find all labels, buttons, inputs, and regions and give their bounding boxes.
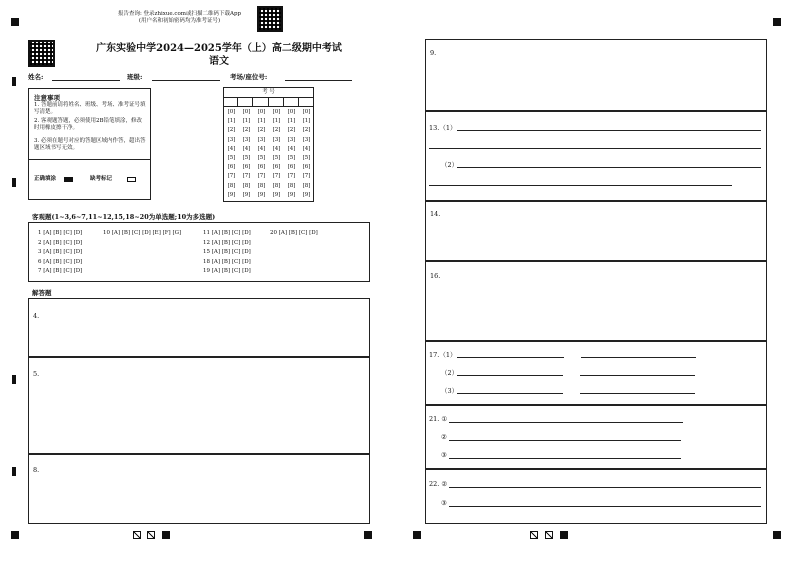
exam-id-bubble[interactable]: [8] — [302, 182, 311, 189]
question-label: （2） — [441, 161, 459, 169]
answer-area-q9[interactable] — [425, 39, 767, 111]
corner-mark — [413, 531, 421, 539]
answer-line[interactable] — [429, 185, 732, 186]
answer-area-q22[interactable] — [425, 469, 767, 524]
mc-question-row[interactable]: 11 [A] [B] [C] [D] — [203, 230, 251, 236]
answer-area-q8[interactable] — [28, 454, 370, 524]
question-label: （2） — [441, 369, 459, 377]
exam-id-bubble[interactable]: [2] — [227, 127, 236, 134]
exam-id-bubble[interactable]: [4] — [242, 145, 251, 152]
exam-id-bubble[interactable]: [4] — [227, 145, 236, 152]
correct-fill-label: 正确填涂 — [34, 176, 57, 182]
exam-id-bubble[interactable]: [8] — [257, 182, 266, 189]
name-label: 姓名: — [28, 73, 44, 81]
corner-mark — [162, 531, 170, 539]
exam-id-bubble[interactable]: [6] — [242, 164, 251, 171]
exam-id-bubble[interactable]: [9] — [227, 191, 236, 198]
answer-area-q14[interactable] — [425, 201, 767, 261]
exam-id-bubble[interactable]: [4] — [287, 145, 296, 152]
answer-area-q4[interactable] — [28, 298, 370, 357]
qr-code-icon — [257, 6, 283, 32]
exam-id-bubble[interactable]: [5] — [227, 155, 236, 162]
exam-id-bubble[interactable]: [8] — [227, 182, 236, 189]
page-marker — [530, 531, 538, 539]
answer-line[interactable] — [580, 375, 695, 376]
exam-id-bubble[interactable]: [5] — [272, 155, 281, 162]
exam-id-bubble[interactable]: [9] — [302, 191, 311, 198]
exam-id-bubbles[interactable] — [224, 108, 314, 200]
exam-id-bubble[interactable]: [0] — [302, 109, 311, 115]
answer-line[interactable] — [457, 167, 761, 168]
exam-id-bubble[interactable]: [7] — [272, 173, 281, 180]
timing-mark — [12, 178, 16, 187]
exam-id-bubble[interactable]: [3] — [227, 136, 236, 143]
page-title: 广东实验中学2024—2025学年（上）高二级期中考试 — [96, 43, 342, 54]
exam-id-input-row[interactable] — [223, 97, 314, 107]
mc-column[interactable] — [203, 230, 251, 278]
exam-id-bubble[interactable]: [2] — [302, 127, 311, 134]
exam-id-bubble[interactable]: [5] — [302, 155, 311, 162]
mc-column[interactable] — [103, 230, 181, 240]
exam-id-bubble[interactable]: [0] — [257, 109, 266, 115]
notice-item: 2. 客观题答题，必须使用2B铅笔填涂，修改时用橡皮擦干净。 — [34, 118, 143, 131]
answer-line[interactable] — [457, 130, 761, 131]
mc-question-row[interactable]: 1 [A] [B] [C] [D] — [38, 230, 83, 236]
class-label: 班级: — [127, 73, 143, 81]
exam-id-bubble[interactable]: [3] — [242, 136, 251, 143]
exam-id-bubble[interactable]: [7] — [302, 173, 311, 180]
answer-line[interactable] — [580, 393, 695, 394]
exam-id-bubble[interactable]: [4] — [257, 145, 266, 152]
answer-line[interactable] — [449, 422, 683, 423]
exam-id-bubble[interactable]: [6] — [272, 164, 281, 171]
exam-id-bubble[interactable]: [8] — [287, 182, 296, 189]
objective-heading: 客观题(1~3,6~7,11~12,15,18~20为单选题;10为多选题) — [32, 213, 216, 221]
mc-question-row[interactable]: 3 [A] [B] [C] [D] — [38, 249, 83, 255]
mc-question-row[interactable]: 15 [A] [B] [C] [D] — [203, 249, 251, 255]
corner-mark — [773, 531, 781, 539]
page-marker — [147, 531, 155, 539]
exam-id-bubble[interactable]: [2] — [257, 127, 266, 134]
seat-field[interactable] — [285, 80, 352, 81]
exam-id-bubble[interactable]: [9] — [287, 191, 296, 198]
name-field[interactable] — [52, 80, 120, 81]
exam-id-bubble[interactable]: [1] — [287, 118, 296, 125]
corner-mark — [11, 18, 19, 26]
exam-id-bubble[interactable]: [7] — [242, 173, 251, 180]
exam-id-bubble[interactable]: [6] — [227, 164, 236, 171]
question-label: 8. — [33, 466, 40, 474]
seat-label: 考场/座位号: — [230, 73, 268, 81]
exam-id-bubble[interactable]: [0] — [242, 109, 251, 115]
question-label: 5. — [33, 370, 40, 378]
exam-id-bubble[interactable]: [1] — [227, 118, 236, 125]
absent-label: 缺考标记 — [90, 176, 113, 182]
exam-id-bubble[interactable]: [3] — [302, 136, 311, 143]
answer-line[interactable] — [449, 506, 761, 507]
exam-id-bubble[interactable]: [7] — [287, 173, 296, 180]
question-label: 9. — [430, 49, 437, 57]
question-label: 22. ② — [429, 480, 448, 488]
notice-item: 3. 必须在题号对应的答题区域内作答，超出答题区域书写无效。 — [34, 138, 146, 151]
mc-question-row[interactable]: 18 [A] [B] [C] [D] — [203, 258, 251, 265]
question-label: ② — [441, 433, 447, 441]
exam-id-bubble[interactable]: [7] — [227, 173, 236, 180]
exam-id-bubble[interactable]: [9] — [257, 191, 266, 198]
exam-id-bubble[interactable]: [7] — [257, 173, 266, 180]
divider — [28, 159, 151, 160]
class-field[interactable] — [152, 80, 220, 81]
mc-question-row[interactable]: 7 [A] [B] [C] [D] — [38, 268, 83, 274]
subjective-heading: 解答题 — [32, 289, 52, 297]
corner-mark — [773, 18, 781, 26]
corner-mark — [364, 531, 372, 539]
exam-id-bubble[interactable]: [3] — [272, 136, 281, 143]
exam-id-bubble[interactable]: [5] — [257, 155, 266, 162]
timing-mark — [12, 375, 16, 384]
mc-question-row[interactable]: 20 [A] [B] [C] [D] — [270, 230, 318, 236]
answer-line[interactable] — [581, 357, 696, 358]
question-label: ③ — [441, 499, 447, 507]
mc-column[interactable] — [38, 230, 82, 278]
exam-id-bubble[interactable]: [5] — [242, 155, 251, 162]
answer-line[interactable] — [457, 375, 563, 376]
mc-question-row[interactable]: 12 [A] [B] [C] [D] — [203, 239, 251, 246]
exam-id-bubble[interactable]: [1] — [257, 118, 266, 125]
question-label: 21. ① — [429, 415, 448, 423]
answer-area-q5[interactable] — [28, 357, 370, 454]
subject-title: 语文 — [209, 56, 229, 67]
mc-question-row[interactable]: 2 [A] [B] [C] [D] — [38, 239, 83, 246]
exam-id-bubble[interactable]: [8] — [272, 182, 281, 189]
page-marker — [545, 531, 553, 539]
exam-id-bubble[interactable]: [1] — [272, 118, 281, 125]
timing-mark — [12, 77, 16, 86]
exam-id-bubble[interactable]: [3] — [287, 136, 296, 143]
answer-line[interactable] — [449, 487, 761, 488]
answer-area-q16[interactable] — [425, 261, 767, 341]
report-notice: 报告查询: 登录zhixue.com或扫描二维码下载App (用户名和初始密码均为准考证号) — [117, 11, 242, 24]
exam-id-bubble[interactable]: [1] — [242, 118, 251, 125]
answer-area-q17[interactable] — [425, 341, 767, 405]
exam-id-bubble[interactable]: [4] — [302, 145, 311, 152]
exam-id-bubble[interactable]: [0] — [227, 109, 236, 115]
question-label: （3） — [441, 387, 459, 395]
question-label: ③ — [441, 451, 447, 459]
exam-id-bubble[interactable]: [0] — [272, 109, 281, 115]
exam-id-bubble[interactable]: [8] — [242, 182, 251, 189]
exam-id-bubble[interactable]: [9] — [272, 191, 281, 198]
notice-heading: 注意事项 — [34, 94, 60, 102]
qr-code-icon — [28, 40, 55, 67]
absent-checkbox[interactable] — [127, 177, 136, 182]
question-label: 17.（1） — [429, 351, 457, 359]
page-marker — [133, 531, 141, 539]
question-label: 13.（1） — [429, 124, 457, 132]
filled-sample-icon — [64, 177, 73, 182]
exam-id-bubble[interactable]: [0] — [287, 109, 296, 115]
exam-id-bubble[interactable]: [3] — [257, 136, 266, 143]
corner-mark — [560, 531, 568, 539]
timing-mark — [12, 467, 16, 476]
exam-id-header: 考 号 — [223, 89, 314, 98]
question-label: 14. — [430, 210, 441, 218]
exam-id-bubble[interactable]: [1] — [302, 118, 311, 125]
answer-line[interactable] — [457, 357, 564, 358]
mc-column[interactable] — [270, 230, 318, 240]
mc-question-row[interactable]: 6 [A] [B] [C] [D] — [38, 258, 83, 265]
question-label: 4. — [33, 312, 40, 320]
answer-line[interactable] — [449, 440, 681, 441]
exam-id-bubble[interactable]: [2] — [287, 127, 296, 134]
exam-id-bubble[interactable]: [9] — [242, 191, 251, 198]
exam-id-bubble[interactable]: [2] — [272, 127, 281, 134]
exam-id-bubble[interactable]: [4] — [272, 145, 281, 152]
answer-line[interactable] — [429, 148, 761, 149]
mc-question-row[interactable]: 10 [A] [B] [C] [D] [E] [F] [G] — [103, 230, 182, 236]
corner-mark — [11, 531, 19, 539]
exam-id-bubble[interactable]: [6] — [257, 164, 266, 171]
exam-id-bubble[interactable]: [6] — [302, 164, 311, 171]
question-label: 16. — [430, 272, 441, 280]
exam-id-bubble[interactable]: [6] — [287, 164, 296, 171]
notice-item: 1. 答题前请将姓名、班级、考场、准考证号填写清楚。 — [34, 102, 146, 115]
exam-id-bubble[interactable]: [2] — [242, 127, 251, 134]
mc-question-row[interactable]: 19 [A] [B] [C] [D] — [203, 268, 251, 274]
answer-area-q21[interactable] — [425, 405, 767, 469]
answer-area-q13[interactable] — [425, 111, 767, 201]
answer-line[interactable] — [449, 458, 681, 459]
answer-line[interactable] — [457, 393, 563, 394]
exam-id-bubble[interactable]: [5] — [287, 155, 296, 162]
